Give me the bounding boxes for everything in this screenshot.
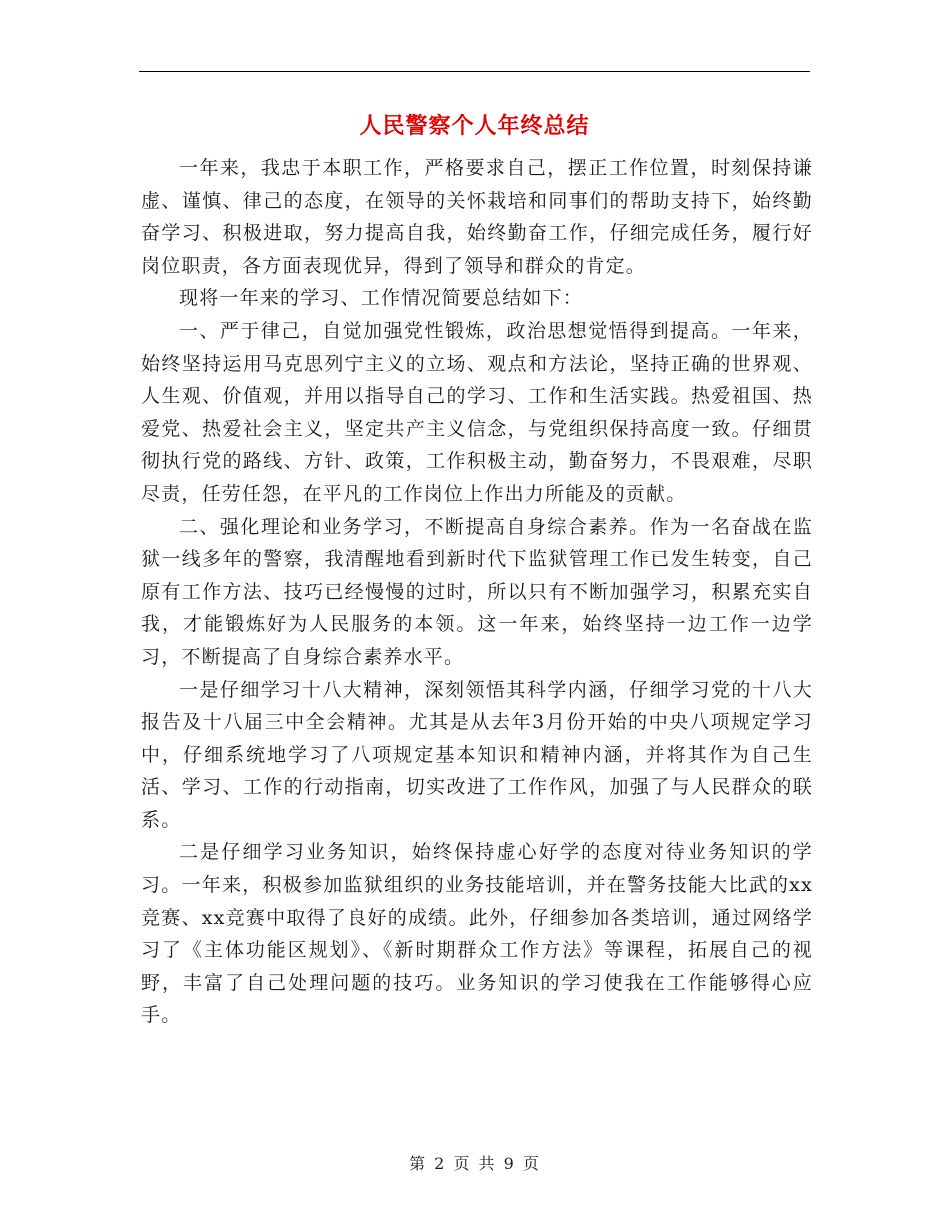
paragraph-intro: 一年来，我忠于本职工作，严格要求自己，摆正工作位置，时刻保持谦虚、谨慎、律己的态度，在领导的关怀栽培和同事们的帮助支持下，始终勤奋学习、积极进取，努力提高自我，始终勤奋工作，仔细完成任务，履行好岗位职责，各方面表现优异，得到了领导和群众的肯定。: [141, 157, 813, 277]
paragraph-point-1: 一是仔细学习十八大精神，深刻领悟其科学内涵，仔细学习党的十八大报告及十八届三中全会精神。尤其是从去年3月份开始的中央八项规定学习中，仔细系统地学习了八项规定基本知识和精神内涵，并将其作为自己生活、学习、工作的行动指南，切实改进了工作作风，加强了与人民群众的联系。: [141, 678, 813, 831]
paragraph-point-2: 二是仔细学习业务知识，始终保持虚心好学的态度对待业务知识的学习。一年来，积极参加监狱组织的业务技能培训，并在警务技能大比武的xx竞赛、xx竞赛中取得了良好的成绩。此外，仔细参加各类培训，通过网络学习了《主体功能区规划》、《新时期群众工作方法》等课程，拓展自己的视野，丰富了自己处理问题的技巧。业务知识的学习使我在工作能够得心应手。: [141, 841, 813, 1027]
document-body: [141, 152, 813, 1032]
header-rule: [139, 71, 810, 72]
document-title: 人民警察个人年终总结: [359, 113, 590, 139]
paragraph-section-2: 二、强化理论和业务学习，不断提高自身综合素养。作为一名奋战在监狱一线多年的警察，我清醒地看到新时代下监狱管理工作已发生转变，自己原有工作方法、技巧已经慢慢的过时，所以只有不断加强学习，积累充实自我，才能锻炼好为人民服务的本领。这一年来，始终坚持一边工作一边学习，不断提高了自身综合素养水平。: [141, 515, 813, 668]
page-number-footer: 第 2 页 共 9 页: [409, 1154, 541, 1173]
paragraph-section-1: 一、严于律己，自觉加强党性锻炼，政治思想觉悟得到提高。一年来，始终坚持运用马克思列宁主义的立场、观点和方法论，坚持正确的世界观、人生观、价值观，并用以指导自己的学习、工作和生活实践。热爱祖国、热爱党、热爱社会主义，坚定共产主义信念，与党组织保持高度一致。仔细贯彻执行党的路线、方针、政策，工作积极主动，勤奋努力，不畏艰难，尽职尽责，任劳任怨，在平凡的工作岗位上作出力所能及的贡献。: [141, 319, 813, 505]
paragraph-summary-lead: 现将一年来的学习、工作情况简要总结如下：: [179, 287, 584, 310]
